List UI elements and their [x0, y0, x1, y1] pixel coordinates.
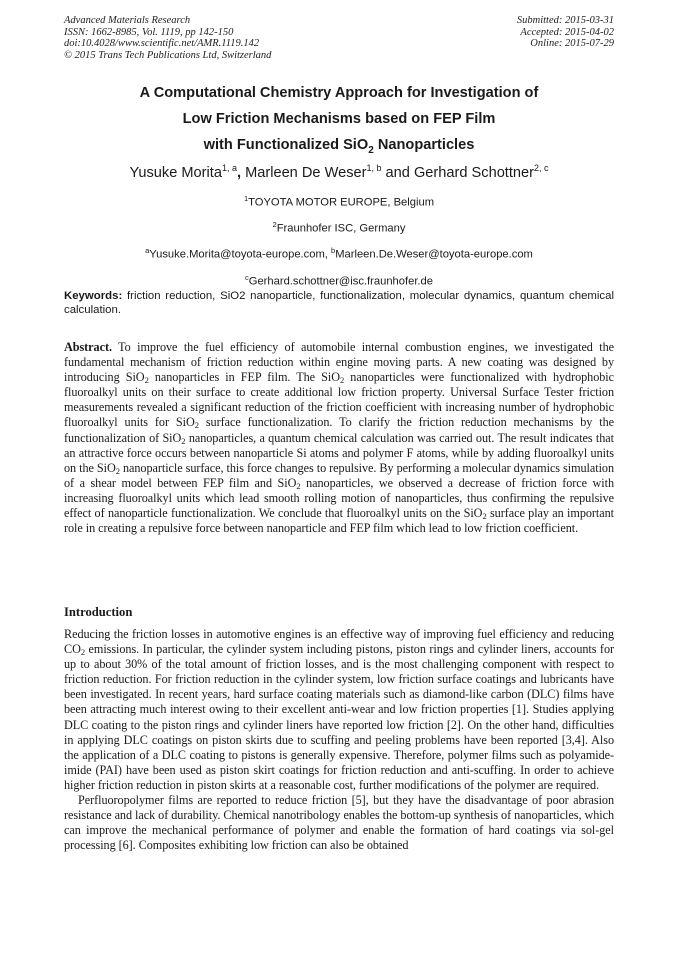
paper-title: [60, 80, 618, 164]
affiliation-1-text: TOYOTA MOTOR EUROPE, Belgium: [248, 196, 435, 209]
affiliations: [60, 188, 618, 293]
intro-text: Reducing the friction losses in automotive engines is an effective way of improving fuel efficiency and reducing CO: [64, 627, 614, 657]
keywords-label: Keywords:: [64, 290, 123, 302]
keywords-text: friction reduction, SiO2 nanoparticle, functionalization, molecular dynamics, quantum chemical calculation.: [64, 290, 614, 316]
subscript: 2: [482, 511, 487, 522]
abstract-text: nanoparticles in FEP film. The SiO: [148, 370, 340, 385]
affiliation-2-text: Fraunhofer ISC, Germany: [276, 222, 406, 235]
email-c[interactable]: Gerhard.schottner@isc.fraunhofer.de: [248, 275, 433, 288]
affiliation-2-mark: 2: [272, 220, 277, 230]
author-1: Yusuke Morita: [129, 164, 222, 181]
affiliation-1: [60, 188, 618, 214]
keywords: [64, 290, 614, 317]
submission-dates: [517, 15, 614, 50]
title-line-3-pre: with Functionalized SiO: [203, 137, 369, 153]
author-2: Marleen De Weser: [245, 164, 367, 181]
author-sep-1: ,: [236, 164, 246, 181]
title-subscript: 2: [368, 144, 374, 156]
abstract-text: To improve the fuel efficiency of automobile internal combustion engines, we investigated the fundamental mechanism of friction reduction within engine moving parts. A new coating was designed by introducing SiO: [64, 340, 614, 385]
online-date: Online: 2015-07-29: [530, 38, 614, 49]
email-a-mark: a: [145, 246, 150, 256]
author-1-affil: 1, a: [221, 163, 237, 173]
email-c-mark: c: [245, 272, 249, 282]
intro-paragraph-1: [64, 627, 614, 793]
email-b-mark: b: [331, 246, 336, 256]
subscript: 2: [115, 465, 120, 476]
intro-text: emissions. In particular, the cylinder system including pistons, piston rings and cylinder liners, accounts for up to about 30% of the total amount of friction losses, and is the most challenging component with respect to friction reduction. For friction reduction in the cylinder system, low friction surface coatings and lubricants have been investigated. In recent years, hard surface coating materials such as diamond-like carbon (DLC) films have been attracting much interest owing to their excellent anti-wear and low friction properties [1]. Studies applying DLC coating to the piston rings and cylinder liners have reported low friction [2]. On the other hand, difficulties in applying DLC coatings on piston skirts due to scuffing and peeling problems have been reported [3,4]. Also the application of a DLC coating to pistons is generally expensive. Therefore, polymer films such as polyamide-imide (PAI) have been used as piston skirt coatings for friction reduction and anti-scuffing. In order to achieve higher friction reduction in piston skirts at a reasonable cost, further modifications of the polymer are required.: [64, 642, 614, 792]
affiliation-1-mark: 1: [243, 194, 249, 203]
abstract-text: nanoparticles, a quantum chemical calculation was carried out. The result indicates that an attractive force occurs between nanoparticle Si atoms and polymer F atoms, while by adding fluoroalkyl units on the SiO: [64, 430, 615, 475]
abstract-text: nanoparticle surface, this force changes to repulsive. By performing a molecular dynamics simulation of a shear model between FEP film and SiO: [64, 460, 614, 490]
author-list: [60, 163, 618, 181]
journal-issn: ISSN: 1662-8985, Vol. 1119, pp 142-150: [64, 26, 234, 38]
subscript: 2: [296, 480, 301, 491]
subscript: 2: [339, 375, 345, 386]
submitted-date: Submitted: 2015-03-31: [516, 15, 614, 26]
journal-name: Advanced Materials Research: [64, 15, 191, 26]
intro-paragraph-2: Perfluoropolymer films are reported to reduce friction [5], but they have the disadvantage of poor abrasion resistance and lack of durability. Chemical nanotribology enables the bottom-up synthesis of nanoparticles, which can improve the mechanical performance of polymer and enable the formation of hard coatings via sol-gel processing [6]. Composites exhibiting low friction can also be obtained: [64, 793, 614, 853]
title-line-2: Low Friction Mechanisms based on FEP Film: [182, 111, 496, 127]
title-line-3: [60, 132, 618, 164]
title-line-1: A Computational Chemistry Approach for Investigation of: [139, 85, 539, 101]
subscript: 2: [80, 647, 86, 658]
emails-ab: [60, 240, 618, 266]
email-c-line: [60, 267, 618, 293]
abstract-text: surface play an important role in creating a repulsive force between nanoparticle and FEP film which lead to low friction coefficient.: [64, 506, 614, 536]
subscript: 2: [144, 375, 149, 386]
journal-doi: doi:10.4028/www.scientific.net/AMR.1119.142: [64, 38, 260, 49]
subscript: 2: [194, 420, 199, 431]
accepted-date: Accepted: 2015-04-02: [520, 26, 614, 38]
introduction-body: [64, 627, 614, 853]
abstract: [64, 340, 614, 536]
author-3: Gerhard Schottner: [413, 164, 535, 181]
email-b[interactable]: Marleen.De.Weser@toyota-europe.com: [335, 249, 533, 262]
journal-info: [64, 15, 271, 61]
section-heading-introduction: Introduction: [64, 605, 133, 619]
journal-copyright: © 2015 Trans Tech Publications Ltd, Switzerland: [64, 49, 272, 61]
author-3-affil: 2, c: [534, 163, 549, 173]
author-2-affil: 1, b: [366, 163, 382, 173]
abstract-text: nanoparticles were functionalized with hydrophobic fluoroalkyl units on their surface to create additional low friction property. Universal Surface Tester friction measurements revealed a significant reduction of the friction coefficient with increasing number of hydrophobic fluoroalkyl units for SiO: [64, 370, 614, 430]
abstract-text: nanoparticles, we observed a decrease of friction force with increasing fluoroalkyl units which lead smooth rolling motion of nanoparticles, thus confirming the repulsive effect of nanoparticle functionalization. We conclude that fluoroalkyl units on the SiO: [64, 475, 614, 521]
email-a[interactable]: Yusuke.Morita@toyota-europe.com,: [149, 249, 332, 262]
title-line-3-post: Nanoparticles: [373, 137, 475, 153]
subscript: 2: [181, 435, 186, 446]
abstract-label: Abstract.: [64, 340, 112, 354]
abstract-text: surface functionalization. To clarify the friction reduction mechanisms by the functionalization of SiO: [64, 415, 614, 445]
author-sep-2: and: [381, 164, 414, 181]
affiliation-2: [60, 214, 618, 240]
